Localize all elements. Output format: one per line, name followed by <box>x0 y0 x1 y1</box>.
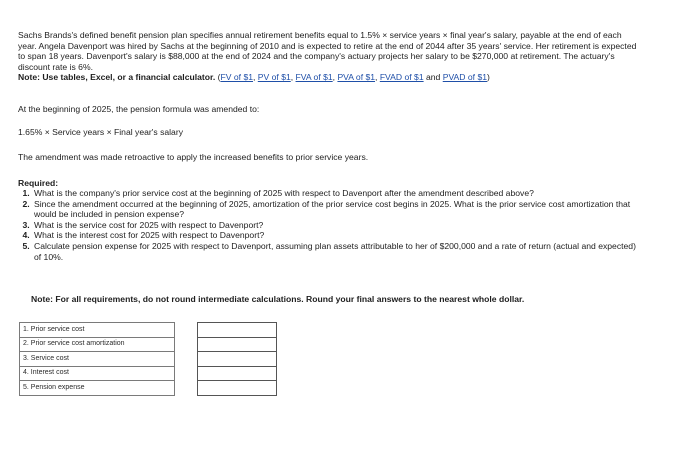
calculator-note: Note: Use tables, Excel, or a financial calculator. <box>18 72 216 83</box>
requirement-item: 4. What is the interest cost for 2025 with respect to Davenport? <box>32 230 642 241</box>
answer-row <box>20 366 277 381</box>
requirement-item: 5. Calculate pension expense for 2025 with respect to Davenport, assuming plan assets attributable to her of $200,000 and a rate of return (actual and expected) of 10%. <box>32 241 642 262</box>
link-pv-of-1[interactable]: PV of $1 <box>257 72 291 83</box>
link-pva-of-1[interactable]: PVA of $1 <box>337 72 376 83</box>
retroactive-statement: The amendment was made retroactive to apply the increased benefits to prior service years. <box>18 152 369 162</box>
link-fvad-of-1[interactable]: FVAD of $1 <box>379 72 424 83</box>
prior-service-cost-amortization-input[interactable] <box>198 338 276 352</box>
amendment-intro: At the beginning of 2025, the pension formula was amended to: <box>18 104 260 114</box>
pension-expense-input[interactable] <box>198 381 276 395</box>
link-fv-of-1[interactable]: FV of $1 <box>220 72 254 83</box>
required-heading: Required: <box>18 178 59 188</box>
amended-formula: 1.65% × Service years × Final year's salary <box>18 127 183 137</box>
service-cost-input[interactable] <box>198 352 276 366</box>
answer-row <box>20 352 277 367</box>
link-fva-of-1[interactable]: FVA of $1 <box>295 72 333 83</box>
answer-label: 5. Pension expense <box>20 381 175 396</box>
requirements-list <box>18 188 642 262</box>
answer-table <box>19 322 277 396</box>
interest-cost-input[interactable] <box>198 367 276 381</box>
answer-label: 3. Service cost <box>20 352 175 367</box>
problem-intro: Sachs Brands's defined benefit pension plan specifies annual retirement benefits equal to 1.5% × service years × final year's salary, payable at the end of each year. Angela Davenport was hired by Sachs at the beginning of 2010 and is expected to retire at the end of 2044 after 35 years' service. Her retirement is expected to span 18 years. Davenport's salary is $88,000 at the end of 2024 and the company's actuary projects her salary to be $270,000 at retirement. The actuary's discount rate is 6%. Note: Use tables, Excel, or a financial calculator. (FV of $1, PV of $1, FVA of $1, PVA of $1, FVAD of $1 and PVAD of $1) <box>18 30 637 83</box>
answer-label: 4. Interest cost <box>20 366 175 381</box>
link-pvad-of-1[interactable]: PVAD of $1 <box>442 72 487 83</box>
answer-label: 2. Prior service cost amortization <box>20 337 175 352</box>
answer-row <box>20 323 277 338</box>
answer-label: 1. Prior service cost <box>20 323 175 338</box>
rounding-note: Note: For all requirements, do not round intermediate calculations. Round your final answers to the nearest whole dollar. <box>31 294 525 304</box>
intro-text: Sachs Brands's defined benefit pension plan specifies annual retirement benefits equal to 1.5% × service years × final year's salary, payable at the end of each year. Angela Davenport was hired by Sachs at the beginning of 2010 and is expected to retire at the end of 2044 after 35 years' service. Her retirement is expected to span 18 years. Davenport's salary is $88,000 at the end of 2024 and the company's actuary projects her salary to be $270,000 at retirement. The actuary's discount rate is 6%. <box>18 30 637 72</box>
prior-service-cost-input[interactable] <box>198 323 276 337</box>
requirement-item: 1. What is the company's prior service cost at the beginning of 2025 with respect to Davenport after the amendment described above? <box>32 188 642 199</box>
answer-row <box>20 337 277 352</box>
answer-row <box>20 381 277 396</box>
requirement-item: 2. Since the amendment occurred at the beginning of 2025, amortization of the prior service cost begins in 2025. What is the prior service cost amortization that would be included in pension expense? <box>32 199 642 220</box>
requirement-item: 3. What is the service cost for 2025 with respect to Davenport? <box>32 220 642 231</box>
